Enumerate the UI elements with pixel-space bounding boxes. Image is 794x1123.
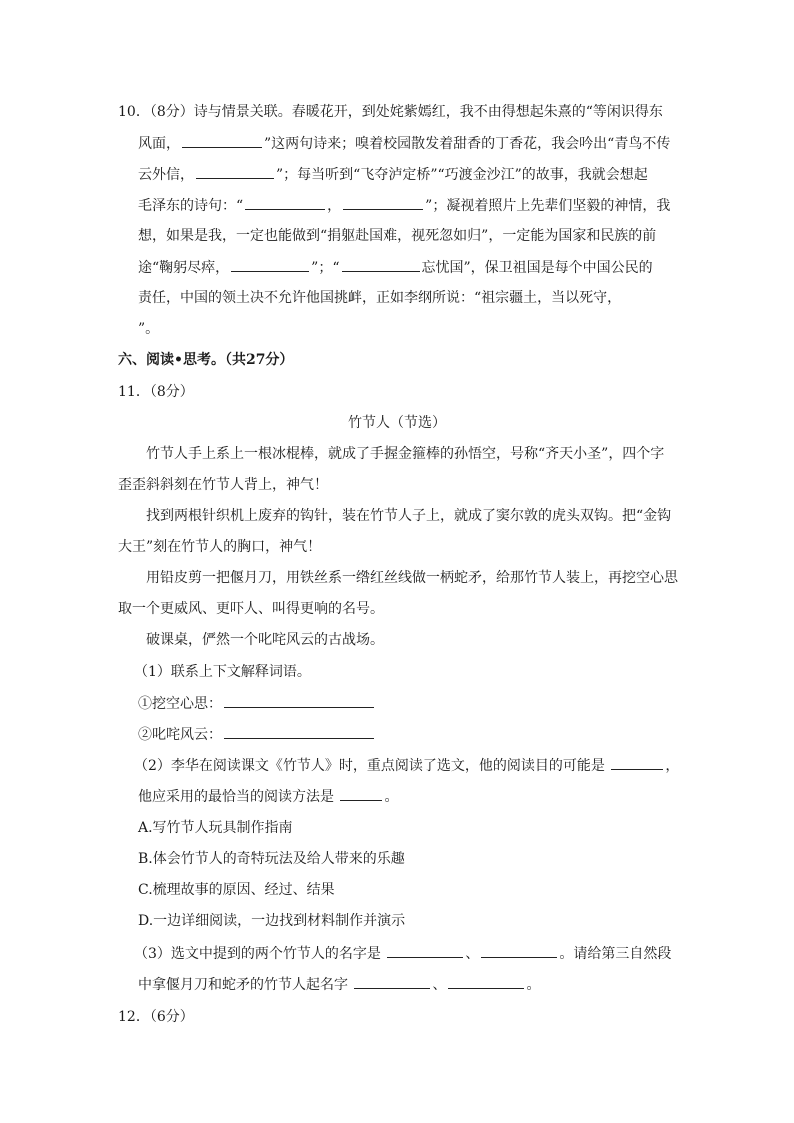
q10-line-1: 10．（8分）诗与情景关联。春暖花开，到处姹紫嫣红，我不由得想起朱熹的“等闲识得东 bbox=[118, 104, 663, 120]
section-6-heading: 六、阅读•思考。（共27分） bbox=[118, 352, 294, 368]
q10-line-6: 途“鞠躬尽瘁， ”；“ 忘忧国”，保卫祖国是每个中国公民的 bbox=[138, 257, 653, 278]
passage-para-1-line-1: 竹节人手上系上一根冰棍棒，就成了手握金箍棒的孙悟空，号称“齐天小圣”，四个字 bbox=[146, 446, 665, 462]
answer-blank[interactable] bbox=[245, 195, 325, 210]
answer-blank[interactable] bbox=[224, 724, 374, 739]
passage-para-3-line-2: 取一个更威风、更吓人、叫得更响的名号。 bbox=[118, 601, 384, 617]
answer-blank[interactable] bbox=[340, 786, 382, 801]
answer-blank[interactable] bbox=[387, 943, 463, 958]
q10-line-5: 想，如果是我，一定也能做到“捐躯赴国难，视死忽如归”，一定能为国家和民族的前 bbox=[138, 228, 657, 244]
answer-blank[interactable] bbox=[448, 974, 524, 989]
answer-blank[interactable] bbox=[611, 755, 663, 770]
passage-para-4: 破课桌，俨然一个叱咤风云的古战场。 bbox=[146, 632, 384, 648]
sub-question-1: （1）联系上下文解释词语。 bbox=[134, 664, 311, 680]
option-a: A.写竹节人玩具制作指南 bbox=[138, 820, 293, 836]
q10-line-3: 云外信， ”；每当听到“飞夺泸定桥”“巧渡金沙江”的故事，我就会想起 bbox=[138, 164, 648, 185]
option-b: B.体会竹节人的奇特玩法及给人带来的乐趣 bbox=[138, 851, 405, 867]
sub-question-3-line-1: （3）选文中提到的两个竹节人的名字是 、 。请给第三自然段 bbox=[134, 943, 671, 964]
option-d: D.一边详细阅读，一边找到材料制作并演示 bbox=[138, 913, 406, 929]
passage-para-2-line-1: 找到两根针织机上废弃的钩针，装在竹节人子上，就成了窦尔敦的虎头双钩。把“金钩 bbox=[146, 508, 672, 524]
sub-question-3-line-2: 中拿偃月刀和蛇矛的竹节人起名字 、 。 bbox=[138, 974, 540, 995]
answer-blank[interactable] bbox=[182, 133, 262, 148]
sub-question-1-a: ①挖空心思： bbox=[138, 693, 376, 714]
passage-para-1-line-2: 歪歪斜斜刻在竹节人背上，神气！ bbox=[118, 477, 328, 493]
q11-header: 11．（8分） bbox=[118, 384, 194, 400]
sub-question-2-line-2: 他应采用的最恰当的阅读方法是 。 bbox=[138, 786, 398, 807]
passage-para-3-line-1: 用铅皮剪一把偃月刀，用铁丝系一绺红丝线做一柄蛇矛，给那竹节人装上，再挖空心思 bbox=[146, 570, 678, 586]
sub-question-1-b: ②叱咤风云： bbox=[138, 724, 376, 745]
answer-blank[interactable] bbox=[354, 974, 430, 989]
answer-blank[interactable] bbox=[481, 943, 557, 958]
q12-header: 12．（6分） bbox=[118, 1009, 194, 1025]
q10-line-7: 责任，中国的领土决不允许他国挑衅，正如李纲所说：“祖宗疆土，当以死守， bbox=[138, 290, 622, 306]
answer-blank[interactable] bbox=[343, 195, 423, 210]
answer-blank[interactable] bbox=[224, 693, 374, 708]
answer-blank[interactable] bbox=[196, 164, 274, 179]
q10-line-2: 风面， ”这两句诗来；嗅着校园散发着甜香的丁香花，我会吟出“青鸟不传 bbox=[138, 133, 670, 154]
answer-blank[interactable] bbox=[342, 257, 420, 272]
q10-line-8: ”。 bbox=[138, 321, 160, 337]
option-c: C.梳理故事的原因、经过、结果 bbox=[138, 882, 335, 898]
answer-blank[interactable] bbox=[231, 257, 309, 272]
passage-para-2-line-2: 大王”刻在竹节人的胸口，神气！ bbox=[118, 539, 322, 555]
q10-line-4: 毛泽东的诗句：“ ， ”；凝视着照片上先辈们坚毅的神情，我 bbox=[138, 195, 670, 216]
sub-question-2-line-1: （2）李华在阅读课文《竹节人》时，重点阅读了选文，他的阅读目的可能是 ， bbox=[134, 755, 679, 776]
passage-title: 竹节人（节选） bbox=[348, 415, 446, 431]
